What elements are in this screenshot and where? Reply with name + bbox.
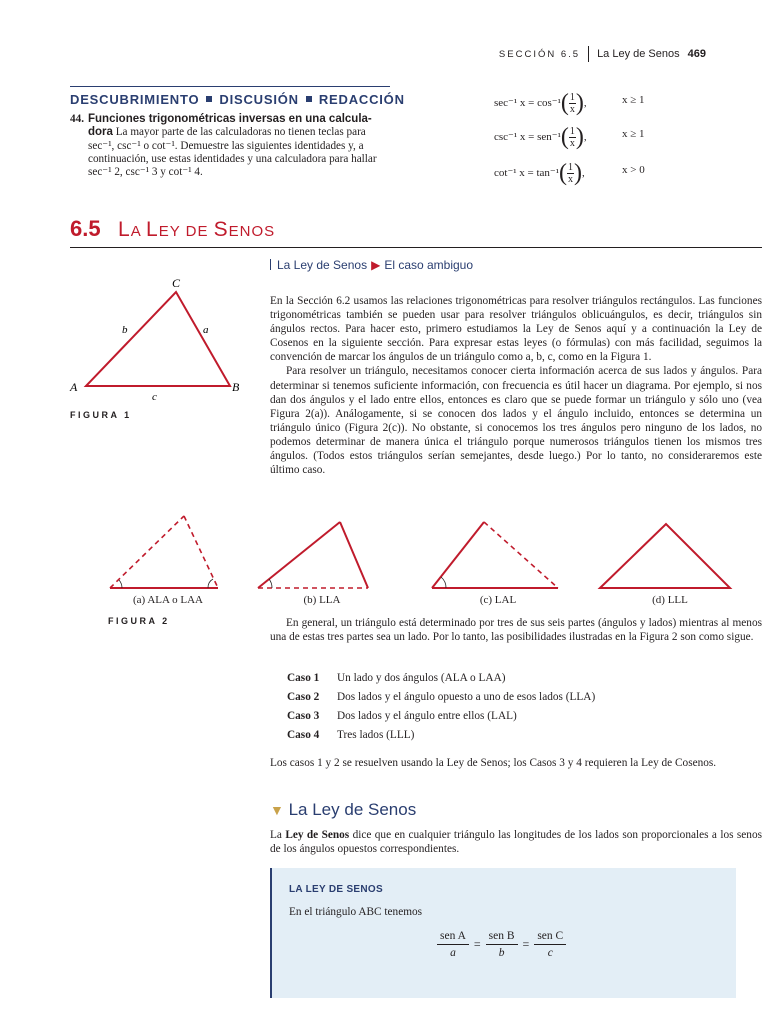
- case-key: Caso 4: [287, 729, 320, 741]
- section-title: [118, 218, 275, 242]
- figure-2-caption-d: (d) LLL: [652, 594, 688, 606]
- square-bullet-icon: [206, 96, 212, 102]
- case-key: Caso 3: [287, 710, 320, 722]
- figure-1-triangle: [64, 272, 254, 412]
- case-item: [287, 726, 595, 745]
- exercise-text: sec⁻¹, csc⁻¹ o cot⁻¹. Demuestre las siguientes identidades y, a: [88, 139, 364, 152]
- identity-lhs: csc⁻¹ x = sen⁻¹: [494, 131, 561, 144]
- discovery-heading-part: DISCUSIÓN: [219, 92, 299, 107]
- side-label-c: c: [152, 391, 157, 403]
- identity-num: 1: [569, 126, 575, 137]
- law-box-statement: En el triángulo ABC tenemos: [289, 906, 423, 918]
- intro-text: [270, 294, 762, 477]
- exercise-text: La mayor parte de las calculadoras no tienen teclas para: [115, 126, 366, 139]
- identity-csc: csc⁻¹ x = sen⁻¹( $\frac{1}{x}$ ), x ≥ 1: [494, 124, 645, 150]
- vertex-label-b: B: [232, 380, 240, 394]
- header-divider: [588, 46, 589, 62]
- title-letter: S: [213, 218, 229, 241]
- law-intro-bold: Ley de Senos: [285, 829, 350, 841]
- title-smallcaps: ENOS: [228, 223, 276, 240]
- triangle-lll: [600, 524, 730, 588]
- page-number: 469: [687, 48, 706, 60]
- case-key: Caso 2: [287, 691, 320, 703]
- side-label-a: a: [203, 324, 209, 336]
- breadcrumb-bar: [270, 259, 271, 270]
- running-header-title: La Ley de Senos: [597, 48, 680, 60]
- case-value: Dos lados y el ángulo opuesto a uno de esos lados (LLA): [337, 691, 596, 703]
- case-value: Tres lados (LLL): [337, 729, 415, 741]
- case-key: Caso 1: [287, 672, 320, 684]
- case-value: Dos lados y el ángulo entre ellos (LAL): [337, 710, 517, 722]
- figure-2-caption-a: (a) ALA o LAA: [133, 594, 203, 606]
- breadcrumb-item[interactable]: La Ley de Senos: [277, 258, 368, 272]
- law-heading: [270, 800, 416, 820]
- identity-cot: cot⁻¹ x = tan⁻¹( $\frac{1}{x}$ ), x > 0: [494, 160, 645, 186]
- running-header-section: SECCIÓN 6.5: [498, 48, 581, 60]
- identity-condition: x ≥ 1: [622, 94, 645, 106]
- cases-note: [270, 756, 762, 770]
- identity-den: x: [569, 104, 575, 115]
- law-intro-text: dice que en cualquier triángulo las longitudes de los lados son proporcionales a los senos de los ángulos opuestos correspondientes.: [270, 829, 762, 856]
- law-intro-text: La: [270, 829, 286, 841]
- figure-2-triangles: [100, 508, 740, 594]
- identity-condition: x > 0: [622, 164, 645, 176]
- title-letter: L: [118, 218, 131, 241]
- fraction-denominator: b: [498, 947, 505, 959]
- case-item: [287, 707, 595, 726]
- equals-sign: =: [522, 937, 530, 951]
- title-letter: L: [146, 218, 159, 241]
- identity-condition: x ≥ 1: [622, 128, 645, 140]
- exercise-number: 44.: [70, 113, 84, 125]
- intro-paragraph-2: Para resolver un triángulo, necesitamos conocer cierta información acerca de sus lados y ángulos. Para determinar si tenemos suficiente información, con frecuencia es útil hacer un diagrama. Por ejemplo, si nos dan dos ángulos y el lado entre ellos, entonces es claro que se puede formar un triángulo y sólo uno (vea Figura 2(a)). Análogamente, si se conocen dos lados y el ángulo incluido, entonces se determina un triángulo único (Figura 2(c)). No obstante, si conocemos los tres ángulos pero ninguno de los lados, no podemos determinar de manera única el triángulo porque numerosos triángulos tienen los mismos tres ángulos. (Todos estos triángulos serían semejantes, desde luego.) Por lo tanto, no consideraremos este último caso.: [270, 365, 762, 477]
- law-heading-text: La Ley de Senos: [288, 800, 417, 819]
- case-item: [287, 669, 595, 688]
- figure-2-caption-c: (c) LAL: [479, 594, 517, 606]
- cases-list: [287, 669, 595, 745]
- law-formula: [437, 928, 566, 961]
- identity-den: x: [569, 138, 575, 149]
- fraction-denominator: a: [450, 947, 456, 959]
- formula-fraction: [437, 928, 469, 961]
- discovery-rule: [70, 86, 390, 87]
- formula-fraction: [534, 928, 566, 961]
- discovery-heading: [70, 92, 405, 107]
- identity-sec: sec⁻¹ x = cos⁻¹( $\frac{1}{x}$ ), x ≥ 1: [494, 90, 645, 116]
- fraction-denominator: c: [547, 947, 553, 959]
- triangle-lla: [258, 522, 368, 588]
- vertex-label-a: A: [70, 380, 78, 394]
- exercise-44: [70, 113, 392, 179]
- exercise-title: Funciones trigonométricas inversas en una calcula-dora: [88, 113, 372, 139]
- running-header: [499, 46, 706, 62]
- law-of-sines-box: [270, 868, 736, 998]
- figure-2-label: FIGURA 2: [108, 616, 170, 626]
- intro-paragraph-1: En la Sección 6.2 usamos las relaciones trigonométricas para resolver triángulos rectángulos. Las funciones trigonométricas también se pueden usar para resolver triángulos oblicuángulos, es decir, triángulos sin ángulos rectos. Para hacer esto, primero estudiamos la Ley de Senos aquí y a continuación la Ley de Cosenos en la siguiente sección. Para expresar estas leyes (o fórmulas) con más facilidad, seguimos la convención de marcar los ángulos de un triángulo como a, b, c, como en la Figura 1.: [270, 295, 762, 364]
- side-label-b: b: [122, 324, 128, 336]
- section-number: 6.5: [70, 216, 101, 241]
- triangle-down-icon: ▼: [270, 802, 284, 818]
- triangle-ala: [110, 516, 218, 588]
- case-item: [287, 688, 595, 707]
- identity-lhs: cot⁻¹ x = tan⁻¹: [494, 167, 560, 180]
- title-smallcaps: A: [130, 223, 147, 240]
- breadcrumb: [270, 258, 473, 272]
- identity-lhs: sec⁻¹ x = cos⁻¹: [494, 97, 561, 110]
- exercise-text: sec⁻¹ 2, csc⁻¹ 3 y cot⁻¹ 4.: [88, 166, 203, 179]
- breadcrumb-item[interactable]: El caso ambiguo: [384, 258, 474, 272]
- section-rule: [70, 247, 762, 248]
- triangle-right-icon: ▶: [371, 258, 381, 272]
- title-smallcaps: EY DE: [158, 223, 214, 240]
- figure-2-caption-b: (b) LLA: [303, 594, 341, 606]
- vertex-label-c: C: [172, 276, 181, 290]
- equals-sign: =: [473, 937, 481, 951]
- case-value: Un lado y dos ángulos (ALA o LAA): [337, 672, 506, 684]
- fraction-numerator: sen B: [486, 928, 518, 945]
- exercise-text: continuación, use estas identidades y una calculadora para hallar: [88, 152, 377, 165]
- law-intro: [270, 828, 762, 856]
- discovery-heading-part: REDACCIÓN: [318, 92, 405, 107]
- formula-fraction: [486, 928, 518, 961]
- fraction-numerator: sen C: [534, 928, 566, 945]
- fraction-numerator: sen A: [437, 928, 469, 945]
- figure-1-label: FIGURA 1: [70, 410, 132, 420]
- cases-note-text: Los casos 1 y 2 se resuelven usando la Ley de Senos; los Casos 3 y 4 requieren la Ley de Cosenos.: [270, 757, 717, 769]
- identity-den: x: [568, 174, 574, 185]
- law-box-title: LA LEY DE SENOS: [289, 884, 383, 895]
- discovery-heading-part: DESCUBRIMIENTO: [70, 92, 200, 107]
- general-text: [270, 616, 762, 644]
- general-paragraph: En general, un triángulo está determinado por tres de sus seis partes (ángulos y lados) mientras al menos una de estas tres partes sea un lado. Por lo tanto, las posibilidades ilustradas en la Figura 2 son como sigue.: [270, 617, 762, 644]
- identity-num: 1: [569, 92, 575, 103]
- triangle-lal: [432, 522, 558, 588]
- square-bullet-icon: [306, 96, 312, 102]
- identity-num: 1: [568, 162, 574, 173]
